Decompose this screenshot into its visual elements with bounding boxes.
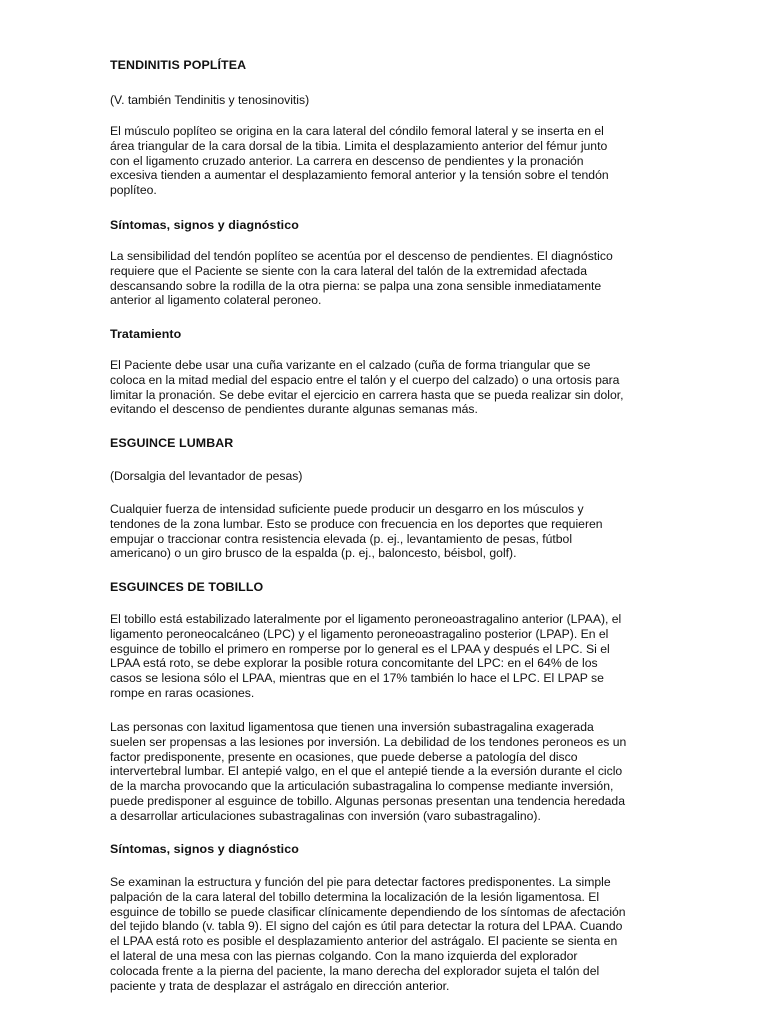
section-subtitle: (V. también Tendinitis y tenosinovitis) <box>110 93 310 107</box>
paragraph: El Paciente debe usar una cuña varizante en el calzado (cuña de forma triangular que se coloca en la mitad medial del espacio entre el talón y el cuerpo del calzado) o una ortosis para limitar la pronación. Se debe evitar el ejercicio en carrera hasta que se pueda realizar sin dolor, evitando el descenso de pendientes durante algunas semanas más. <box>110 358 624 417</box>
section-title-esguinces-de-tobillo: ESGUINCES DE TOBILLO <box>110 580 264 594</box>
paragraph: Las personas con laxitud ligamentosa que tienen una inversión subastragalina exagerada suelen ser propensas a las lesiones por inversión. La debilidad de los tendones peroneos es un factor predisponente, presente en ocasiones, que puede deberse a patología del disco intervertebral lumbar. El antepié valgo, en el que el antepié tiende a la eversión durante el ciclo de la marcha provocando que la articulación subastragalina lo compense mediante inversión, puede predisponer al esguince de tobillo. Algunas personas presentan una tendencia heredada a desarrollar articulaciones subastragalinas con inversión (varo subastragalino). <box>110 720 627 823</box>
paragraph: Cualquier fuerza de intensidad suficiente puede producir un desgarro en los músculos y tendones de la zona lumbar. Esto se produce con frecuencia en los deportes que requieren empujar o traccionar contra resistencia elevada (p. ej., levantamiento de pesas, fútbol americano) o un giro brusco de la espalda (p. ej., baloncesto, béisbol, golf). <box>110 502 603 561</box>
section-title-esguince-lumbar: ESGUINCE LUMBAR <box>110 436 234 450</box>
subsection-heading-sintomas: Síntomas, signos y diagnóstico <box>110 842 299 856</box>
section-subtitle: (Dorsalgia del levantador de pesas) <box>110 469 303 483</box>
subsection-heading-tratamiento: Tratamiento <box>110 327 182 341</box>
paragraph: El músculo poplíteo se origina en la cara lateral del cóndilo femoral lateral y se inserta en el área triangular de la cara dorsal de la tibia. Limita el desplazamiento anterior del fémur junto con el ligamento cruzado anterior. La carrera en descenso de pendientes y la pronación excesiva tienden a aumentar el desplazamiento femoral anterior y la tensión sobre el tendón poplíteo. <box>110 124 609 198</box>
paragraph: La sensibilidad del tendón poplíteo se acentúa por el descenso de pendientes. El diagnóstico requiere que el Paciente se siente con la cara lateral del talón de la extremidad afectada descansando sobre la rodilla de la otra pierna: se palpa una zona sensible inmediatamente anterior al ligamento colateral peroneo. <box>110 249 613 308</box>
paragraph: Se examinan la estructura y función del pie para detectar factores predisponentes. La simple palpación de la cara lateral del tobillo determina la localización de la lesión ligamentosa. El esguince de tobillo se puede clasificar clínicamente dependiendo de los síntomas de afectación del tejido blando (v. tabla 9). El signo del cajón es útil para detectar la rotura del LPAA. Cuando el LPAA está roto es posible el desplazamiento anterior del astrágalo. El paciente se sienta en el lateral de una mesa con las piernas colgando. Con la mano izquierda del explorador colocada frente a la pierna del paciente, la mano derecha del explorador sujeta el talón del paciente y trata de desplazar el astrágalo en dirección anterior. <box>110 875 626 993</box>
section-title-tendinitis-poplitea: TENDINITIS POPLÍTEA <box>110 58 247 72</box>
subsection-heading-sintomas: Síntomas, signos y diagnóstico <box>110 218 299 232</box>
paragraph: El tobillo está estabilizado lateralmente por el ligamento peroneoastragalino anterior (LPAA), el ligamento peroneocalcáneo (LPC) y el ligamento peroneoastragalino posterior (LPAP). En el esguince de tobillo el primero en romperse por lo general es el LPAA y después el LPC. Si el LPAA está roto, se debe explorar la posible rotura concomitante del LPC: en el 64% de los casos se lesiona sólo el LPAA, mientras que en el 17% también lo hace el LPC. El LPAP se rompe en raras ocasiones. <box>110 612 622 700</box>
